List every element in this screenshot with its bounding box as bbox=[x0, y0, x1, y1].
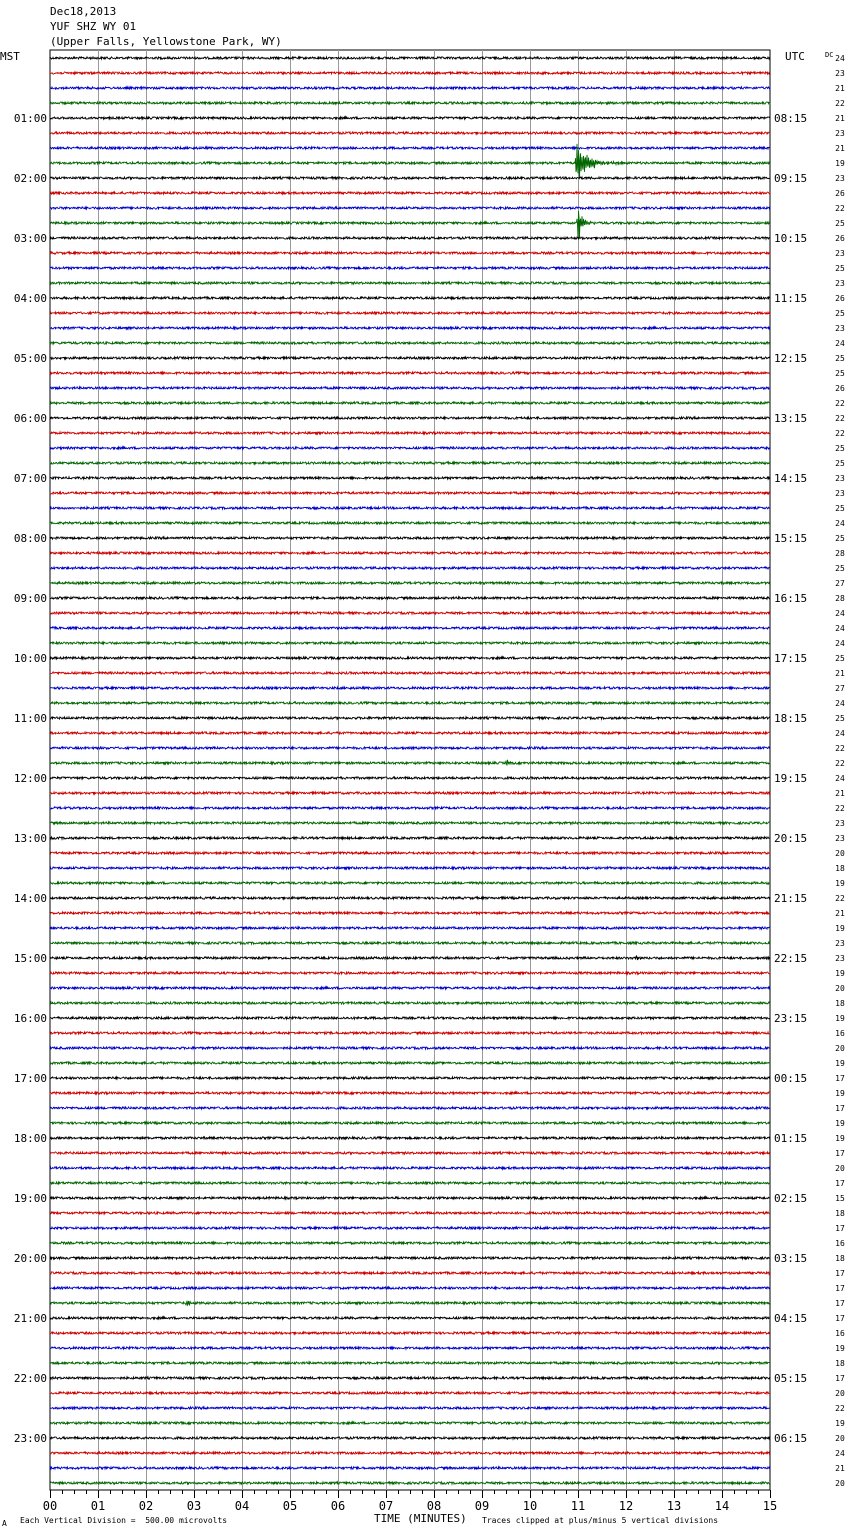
right-hour-label: 10:15 bbox=[774, 232, 808, 245]
seismic-trace bbox=[50, 1347, 770, 1349]
dc-offset-label: 25 bbox=[835, 504, 845, 513]
dc-offset-label: 17 bbox=[835, 1314, 845, 1323]
x-tick-label: 12 bbox=[618, 1499, 634, 1513]
left-hour-label: 03:00 bbox=[13, 232, 47, 245]
left-hour-label: 22:00 bbox=[13, 1372, 47, 1385]
x-tick-label: 03 bbox=[186, 1499, 202, 1513]
seismic-trace bbox=[50, 237, 770, 239]
seismic-trace bbox=[50, 642, 770, 644]
seismic-trace bbox=[50, 1362, 770, 1364]
dc-offset-label: 23 bbox=[835, 69, 845, 78]
left-hour-label: 04:00 bbox=[13, 292, 47, 305]
dc-offset-label: 25 bbox=[835, 714, 845, 723]
seismic-trace bbox=[50, 1122, 770, 1124]
footer-mark: A bbox=[2, 1519, 7, 1528]
seismic-trace bbox=[50, 432, 770, 434]
seismic-trace bbox=[50, 1407, 770, 1409]
seismic-trace bbox=[50, 552, 770, 554]
seismic-trace bbox=[50, 1107, 770, 1109]
dc-offset-label: 21 bbox=[835, 909, 845, 918]
seismic-trace bbox=[50, 956, 770, 961]
dc-offset-label: 18 bbox=[835, 999, 845, 1008]
seismic-trace bbox=[50, 1317, 770, 1319]
seismic-trace bbox=[50, 927, 770, 929]
dc-offset-label: 17 bbox=[835, 1149, 845, 1158]
seismic-trace bbox=[50, 57, 770, 59]
dc-offset-label: 24 bbox=[835, 519, 845, 528]
seismic-trace bbox=[50, 760, 770, 766]
dc-offset-label: 18 bbox=[835, 1209, 845, 1218]
seismic-trace bbox=[50, 1032, 770, 1034]
dc-offset-label: 17 bbox=[835, 1179, 845, 1188]
right-hour-label: 08:15 bbox=[774, 112, 808, 125]
left-hour-label: 11:00 bbox=[13, 712, 47, 725]
left-hour-label: 08:00 bbox=[13, 532, 47, 545]
left-hour-label: 14:00 bbox=[13, 892, 47, 905]
left-hour-label: 20:00 bbox=[13, 1252, 47, 1265]
right-hour-label: 20:15 bbox=[774, 832, 808, 845]
seismic-trace bbox=[50, 687, 770, 689]
x-tick-label: 14 bbox=[714, 1499, 730, 1513]
dc-offset-label: 19 bbox=[835, 1134, 845, 1143]
dc-offset-label: 22 bbox=[835, 399, 845, 408]
dc-offset-label: 25 bbox=[835, 264, 845, 273]
dc-offset-label: 22 bbox=[835, 804, 845, 813]
dc-offset-label: 26 bbox=[835, 384, 845, 393]
seismic-trace bbox=[50, 987, 770, 989]
seismic-trace bbox=[50, 837, 770, 839]
seismic-trace bbox=[50, 144, 770, 179]
seismic-trace bbox=[50, 777, 770, 779]
seismic-trace bbox=[50, 1332, 770, 1334]
dc-offset-label: 17 bbox=[835, 1104, 845, 1113]
dc-offset-label: 24 bbox=[835, 1449, 845, 1458]
dc-offset-label: 19 bbox=[835, 1119, 845, 1128]
dc-offset-label: 21 bbox=[835, 144, 845, 153]
seismic-trace bbox=[50, 507, 770, 509]
dc-offset-label: 21 bbox=[835, 1464, 845, 1473]
x-tick-label: 13 bbox=[666, 1499, 682, 1513]
footer-scale-note: Each Vertical Division = 500.00 microvolts bbox=[20, 1516, 228, 1525]
left-hour-label: 12:00 bbox=[13, 772, 47, 785]
left-hour-label: 13:00 bbox=[13, 832, 47, 845]
seismic-trace bbox=[50, 402, 770, 404]
seismic-trace bbox=[50, 462, 770, 464]
dc-offset-label: 15 bbox=[835, 1194, 845, 1203]
seismic-trace bbox=[50, 72, 770, 74]
right-hour-label: 23:15 bbox=[774, 1012, 808, 1025]
left-hour-label: 18:00 bbox=[13, 1132, 47, 1145]
right-hour-label: 05:15 bbox=[774, 1372, 808, 1385]
dc-offset-label: 19 bbox=[835, 1419, 845, 1428]
dc-offset-label: 25 bbox=[835, 309, 845, 318]
dc-offset-label: 17 bbox=[835, 1299, 845, 1308]
dc-offset-label: 19 bbox=[835, 1059, 845, 1068]
seismic-trace bbox=[50, 1227, 770, 1229]
x-axis-title: TIME (MINUTES) bbox=[374, 1512, 467, 1525]
seismic-trace bbox=[50, 87, 770, 89]
dc-offset-label: 23 bbox=[835, 474, 845, 483]
right-timezone-label: UTC bbox=[785, 50, 805, 63]
seismic-trace bbox=[50, 267, 770, 269]
right-hour-label: 22:15 bbox=[774, 952, 808, 965]
dc-offset-label: 23 bbox=[835, 939, 845, 948]
seismic-trace bbox=[50, 1437, 770, 1439]
seismic-trace bbox=[50, 1017, 770, 1019]
dc-offset-label: 25 bbox=[835, 354, 845, 363]
seismic-trace bbox=[50, 822, 770, 824]
right-hour-label: 19:15 bbox=[774, 772, 808, 785]
dc-offset-label: 27 bbox=[835, 684, 845, 693]
seismic-trace bbox=[50, 177, 770, 179]
seismic-trace bbox=[50, 327, 770, 329]
right-hour-label: 16:15 bbox=[774, 592, 808, 605]
dc-offset-label: 21 bbox=[835, 789, 845, 798]
dc-offset-label: 24 bbox=[835, 624, 845, 633]
left-timezone-label: MST bbox=[0, 50, 20, 63]
dc-offset-label: 22 bbox=[835, 744, 845, 753]
seismic-trace bbox=[50, 807, 770, 809]
seismic-trace bbox=[50, 1137, 770, 1139]
dc-offset-label: 20 bbox=[835, 984, 845, 993]
seismic-trace bbox=[50, 147, 770, 149]
dc-offset-label: 23 bbox=[835, 954, 845, 963]
dc-offset-label: 20 bbox=[835, 1434, 845, 1443]
dc-offset-label: 16 bbox=[835, 1329, 845, 1338]
seismic-trace bbox=[50, 717, 770, 719]
left-hour-label: 21:00 bbox=[13, 1312, 47, 1325]
seismic-trace bbox=[50, 882, 770, 884]
dc-column-label: DC bbox=[825, 51, 834, 59]
x-tick-label: 11 bbox=[570, 1499, 586, 1513]
dc-offset-label: 19 bbox=[835, 969, 845, 978]
x-tick-label: 07 bbox=[378, 1499, 394, 1513]
dc-offset-label: 24 bbox=[835, 729, 845, 738]
left-hour-label: 23:00 bbox=[13, 1432, 47, 1445]
seismic-trace bbox=[50, 582, 770, 584]
seismic-trace bbox=[50, 1467, 770, 1469]
dc-offset-label: 25 bbox=[835, 369, 845, 378]
left-hour-label: 17:00 bbox=[13, 1072, 47, 1085]
seismic-trace bbox=[50, 132, 770, 134]
dc-offset-label: 22 bbox=[835, 429, 845, 438]
seismic-trace bbox=[50, 1077, 770, 1079]
seismic-trace bbox=[50, 252, 770, 254]
seismic-trace bbox=[50, 1482, 770, 1484]
left-hour-label: 02:00 bbox=[13, 172, 47, 185]
right-hour-label: 14:15 bbox=[774, 472, 808, 485]
seismic-trace bbox=[50, 207, 770, 209]
left-hour-label: 09:00 bbox=[13, 592, 47, 605]
dc-offset-label: 19 bbox=[835, 1344, 845, 1353]
seismic-trace bbox=[50, 492, 770, 494]
right-hour-label: 11:15 bbox=[774, 292, 808, 305]
left-hour-label: 07:00 bbox=[13, 472, 47, 485]
dc-offset-label: 16 bbox=[835, 1029, 845, 1038]
left-hour-label: 10:00 bbox=[13, 652, 47, 665]
left-hour-label: 16:00 bbox=[13, 1012, 47, 1025]
x-tick-label: 10 bbox=[522, 1499, 538, 1513]
left-hour-label: 06:00 bbox=[13, 412, 47, 425]
x-tick-label: 04 bbox=[234, 1499, 250, 1513]
dc-offset-label: 25 bbox=[835, 444, 845, 453]
x-tick-label: 01 bbox=[90, 1499, 106, 1513]
seismic-trace bbox=[50, 852, 770, 854]
seismic-trace bbox=[50, 1152, 770, 1154]
x-tick-label: 09 bbox=[474, 1499, 490, 1513]
seismic-trace bbox=[50, 1167, 770, 1169]
seismic-trace bbox=[50, 522, 770, 524]
dc-offset-label: 22 bbox=[835, 1404, 845, 1413]
dc-offset-label: 19 bbox=[835, 1089, 845, 1098]
seismic-trace bbox=[50, 447, 770, 449]
dc-offset-label: 22 bbox=[835, 894, 845, 903]
dc-offset-label: 22 bbox=[835, 99, 845, 108]
dc-offset-label: 18 bbox=[835, 1254, 845, 1263]
seismic-trace bbox=[50, 1392, 770, 1394]
dc-offset-label: 23 bbox=[835, 174, 845, 183]
dc-offset-label: 24 bbox=[835, 609, 845, 618]
x-tick-label: 00 bbox=[42, 1499, 58, 1513]
right-hour-label: 18:15 bbox=[774, 712, 808, 725]
dc-offset-label: 22 bbox=[835, 204, 845, 213]
dc-offset-label: 21 bbox=[835, 84, 845, 93]
dc-offset-label: 17 bbox=[835, 1074, 845, 1083]
x-tick-label: 02 bbox=[138, 1499, 154, 1513]
seismic-trace bbox=[50, 627, 770, 629]
footer-clip-note: Traces clipped at plus/minus 5 vertical divisions bbox=[482, 1516, 719, 1525]
dc-offset-label: 18 bbox=[835, 864, 845, 873]
seismic-trace bbox=[50, 1047, 770, 1049]
seismic-trace bbox=[50, 1301, 770, 1306]
seismic-trace bbox=[50, 1002, 770, 1004]
dc-offset-label: 26 bbox=[835, 234, 845, 243]
dc-offset-label: 16 bbox=[835, 1239, 845, 1248]
right-hour-label: 09:15 bbox=[774, 172, 808, 185]
seismic-trace bbox=[50, 942, 770, 944]
dc-offset-label: 23 bbox=[835, 279, 845, 288]
dc-offset-label: 20 bbox=[835, 1164, 845, 1173]
dc-offset-label: 23 bbox=[835, 129, 845, 138]
dc-offset-label: 24 bbox=[835, 339, 845, 348]
right-hour-label: 03:15 bbox=[774, 1252, 808, 1265]
right-hour-label: 04:15 bbox=[774, 1312, 808, 1325]
dc-offset-label: 25 bbox=[835, 534, 845, 543]
seismic-trace bbox=[50, 1242, 770, 1244]
dc-offset-label: 27 bbox=[835, 579, 845, 588]
x-tick-label: 06 bbox=[330, 1499, 346, 1513]
seismic-trace bbox=[50, 1257, 770, 1259]
dc-offset-label: 23 bbox=[835, 834, 845, 843]
dc-offset-label: 23 bbox=[835, 819, 845, 828]
dc-offset-label: 22 bbox=[835, 414, 845, 423]
seismic-trace bbox=[50, 282, 770, 284]
dc-offset-label: 19 bbox=[835, 1014, 845, 1023]
right-hour-label: 02:15 bbox=[774, 1192, 808, 1205]
right-hour-label: 21:15 bbox=[774, 892, 808, 905]
dc-offset-label: 26 bbox=[835, 189, 845, 198]
dc-offset-label: 25 bbox=[835, 654, 845, 663]
x-tick-label: 15 bbox=[762, 1499, 778, 1513]
dc-offset-label: 18 bbox=[835, 1359, 845, 1368]
seismic-trace bbox=[50, 1092, 770, 1094]
dc-offset-label: 25 bbox=[835, 564, 845, 573]
dc-offset-label: 25 bbox=[835, 459, 845, 468]
right-hour-label: 15:15 bbox=[774, 532, 808, 545]
seismic-trace bbox=[50, 312, 770, 314]
seismic-trace bbox=[50, 192, 770, 194]
seismic-trace bbox=[50, 211, 770, 238]
dc-offset-label: 25 bbox=[835, 219, 845, 228]
seismic-trace bbox=[50, 1422, 770, 1424]
seismic-trace bbox=[50, 657, 770, 659]
dc-offset-label: 17 bbox=[835, 1374, 845, 1383]
right-hour-label: 12:15 bbox=[774, 352, 808, 365]
seismic-trace bbox=[50, 297, 770, 299]
dc-offset-label: 19 bbox=[835, 879, 845, 888]
dc-offset-label: 23 bbox=[835, 324, 845, 333]
dc-offset-label: 20 bbox=[835, 849, 845, 858]
seismic-trace bbox=[50, 597, 770, 599]
seismic-trace bbox=[50, 102, 770, 104]
seismic-trace bbox=[50, 1287, 770, 1289]
seismic-trace bbox=[50, 117, 770, 119]
seismic-trace bbox=[50, 672, 770, 674]
seismic-trace bbox=[50, 567, 770, 569]
left-hour-label: 05:00 bbox=[13, 352, 47, 365]
dc-offset-label: 21 bbox=[835, 669, 845, 678]
dc-offset-label: 23 bbox=[835, 249, 845, 258]
seismic-trace bbox=[50, 912, 770, 914]
right-hour-label: 13:15 bbox=[774, 412, 808, 425]
seismic-trace bbox=[50, 747, 770, 749]
seismic-trace bbox=[50, 732, 770, 734]
dc-offset-label: 17 bbox=[835, 1284, 845, 1293]
seismic-trace bbox=[50, 357, 770, 359]
dc-offset-label: 24 bbox=[835, 774, 845, 783]
right-hour-label: 06:15 bbox=[774, 1432, 808, 1445]
dc-offset-label: 24 bbox=[835, 639, 845, 648]
dc-offset-label: 20 bbox=[835, 1479, 845, 1488]
dc-offset-label: 21 bbox=[835, 114, 845, 123]
seismic-trace bbox=[50, 702, 770, 704]
left-hour-label: 15:00 bbox=[13, 952, 47, 965]
seismic-trace bbox=[50, 537, 770, 539]
left-hour-label: 01:00 bbox=[13, 112, 47, 125]
seismic-trace bbox=[50, 792, 770, 794]
seismic-trace bbox=[50, 972, 770, 974]
dc-offset-label: 23 bbox=[835, 489, 845, 498]
seismic-trace bbox=[50, 1452, 770, 1454]
right-hour-label: 00:15 bbox=[774, 1072, 808, 1085]
seismic-trace bbox=[50, 612, 770, 614]
seismic-trace bbox=[50, 1182, 770, 1184]
right-hour-label: 01:15 bbox=[774, 1132, 808, 1145]
dc-offset-label: 19 bbox=[835, 159, 845, 168]
seismic-trace bbox=[50, 417, 770, 419]
dc-offset-label: 26 bbox=[835, 294, 845, 303]
dc-offset-label: 17 bbox=[835, 1224, 845, 1233]
seismic-trace bbox=[50, 372, 770, 374]
seismic-trace bbox=[50, 867, 770, 869]
left-hour-label: 19:00 bbox=[13, 1192, 47, 1205]
seismic-trace bbox=[50, 897, 770, 899]
seismic-trace bbox=[50, 387, 770, 389]
dc-offset-label: 22 bbox=[835, 759, 845, 768]
seismic-trace bbox=[50, 1377, 770, 1379]
dc-offset-label: 24 bbox=[835, 54, 845, 63]
seismic-trace bbox=[50, 1272, 770, 1274]
seismic-trace bbox=[50, 477, 770, 479]
x-tick-label: 08 bbox=[426, 1499, 442, 1513]
x-tick-label: 05 bbox=[282, 1499, 298, 1513]
dc-offset-label: 24 bbox=[835, 699, 845, 708]
station-location: (Upper Falls, Yellowstone Park, WY) bbox=[50, 35, 282, 48]
right-hour-label: 17:15 bbox=[774, 652, 808, 665]
station-code: YUF SHZ WY 01 bbox=[50, 20, 137, 33]
dc-offset-label: 20 bbox=[835, 1389, 845, 1398]
seismic-trace bbox=[50, 1197, 770, 1199]
dc-offset-label: 28 bbox=[835, 549, 845, 558]
seismic-trace bbox=[50, 1062, 770, 1064]
plot-date: Dec18,2013 bbox=[50, 5, 117, 18]
dc-offset-label: 20 bbox=[835, 1044, 845, 1053]
dc-offset-label: 28 bbox=[835, 594, 845, 603]
seismic-trace bbox=[50, 1212, 770, 1214]
seismic-trace bbox=[50, 342, 770, 344]
dc-offset-label: 17 bbox=[835, 1269, 845, 1278]
dc-offset-label: 19 bbox=[835, 924, 845, 933]
